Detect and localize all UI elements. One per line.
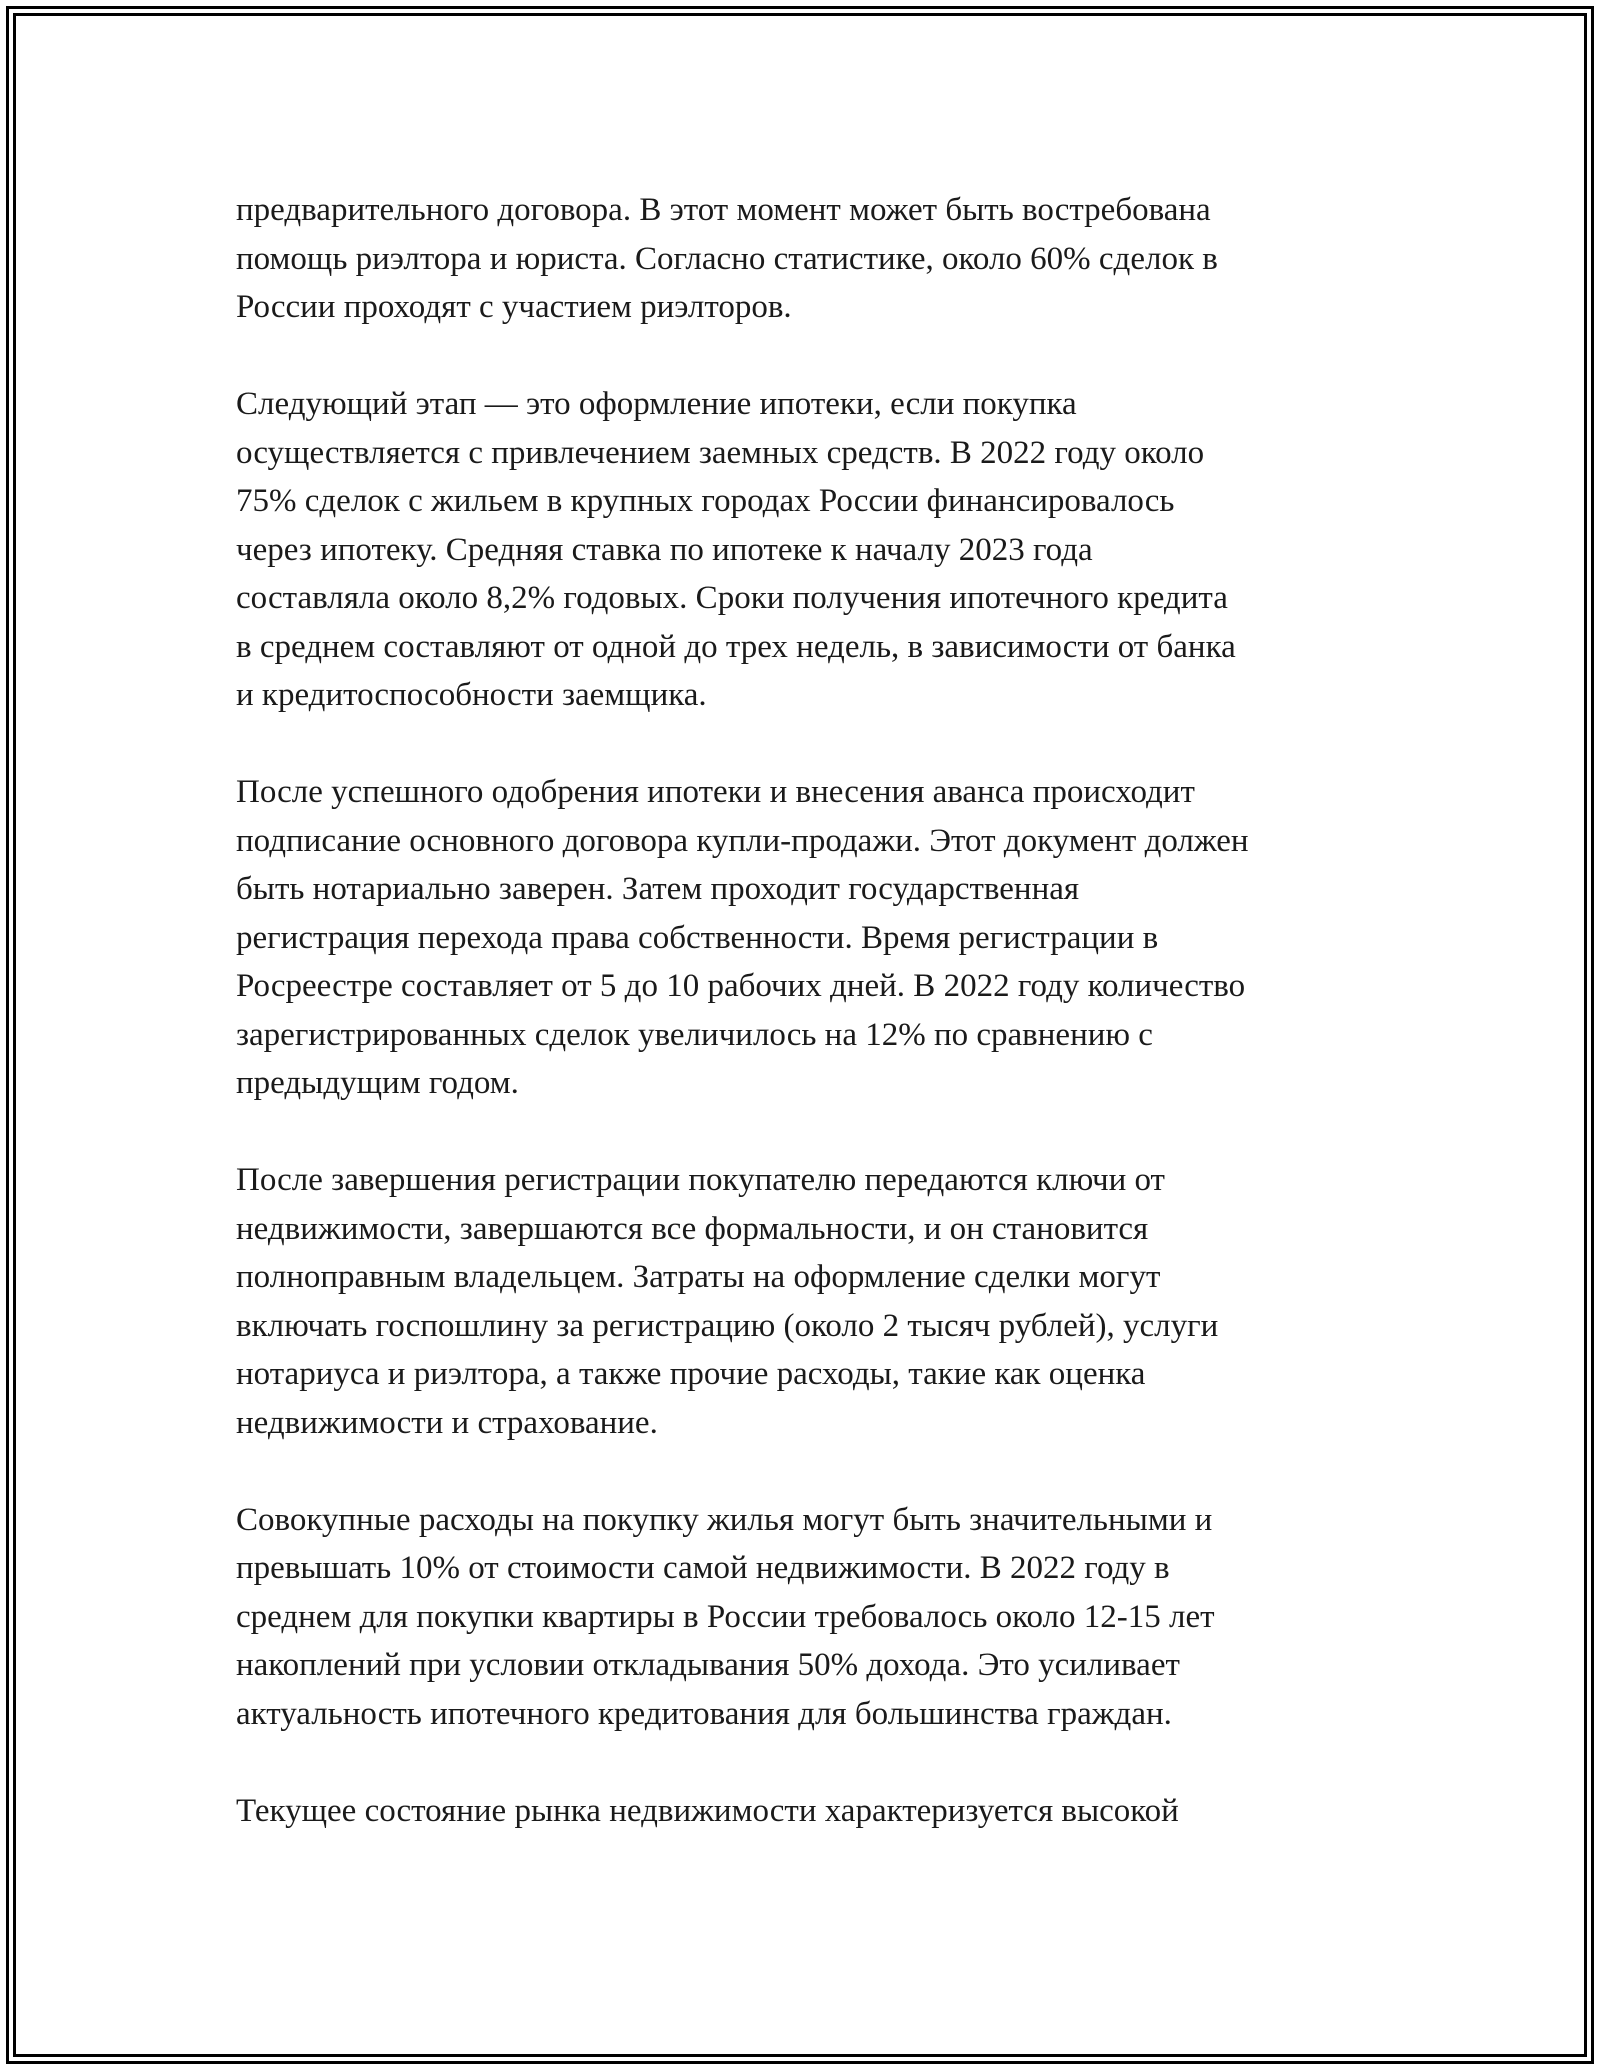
text-line: быть нотариально заверен. Затем проходит государственная (236, 871, 1080, 907)
paragraph (236, 1787, 1386, 1836)
text-line: Росреестре составляет от 5 до 10 рабочих дней. В 2022 году количество (236, 968, 1246, 1004)
text-line: Следующий этап — это оформление ипотеки, если покупка (236, 386, 1077, 422)
text-line: включать госпошлину за регистрацию (около 2 тысяч рублей), услуги (236, 1307, 1219, 1344)
text-line: предыдущим годом. (236, 1065, 519, 1101)
text-line: предварительного договора. В этот момент может быть востребована (236, 192, 1211, 228)
text-line: зарегистрированных сделок увеличилось на 12% по сравнению с (236, 1016, 1153, 1053)
text-line: недвижимости и страхование. (236, 1404, 658, 1441)
text-line: помощь риэлтора и юриста. Согласно статистике, около 60% сделок в (236, 240, 1218, 277)
text-line: 75% сделок с жильем в крупных городах России финансировалось (236, 483, 1175, 519)
text-line: среднем для покупки квартиры в России требовалось около 12-15 лет (236, 1598, 1215, 1635)
text-line: осуществляется с привлечением заемных средств. В 2022 году около (236, 434, 1205, 471)
text-line: подписание основного договора купли-продажи. Этот документ должен (236, 822, 1249, 859)
text-line: России проходят с участием риэлторов. (236, 289, 792, 325)
text-line: и кредитоспособности заемщика. (236, 677, 707, 713)
document-body (236, 186, 1386, 1884)
text-line: превышать 10% от стоимости самой недвижимости. В 2022 году в (236, 1550, 1170, 1586)
text-line: нотариуса и риэлтора, а также прочие расходы, такие как оценка (236, 1356, 1146, 1392)
text-line: недвижимости, завершаются все формальности, и он становится (236, 1210, 1149, 1247)
text-line: через ипотеку. Средняя ставка по ипотеке к началу 2023 года (236, 531, 1093, 568)
paragraph (236, 186, 1386, 332)
text-line: После завершения регистрации покупателю передаются ключи от (236, 1162, 1165, 1198)
paragraph (236, 380, 1386, 720)
text-line: в среднем составляют от одной до трех недель, в зависимости от банка (236, 628, 1236, 665)
paragraph (236, 768, 1386, 1108)
text-line: полноправным владельцем. Затраты на оформление сделки могут (236, 1259, 1161, 1295)
text-line: составляла около 8,2% годовых. Сроки получения ипотечного кредита (236, 580, 1228, 616)
paragraph (236, 1156, 1386, 1447)
paragraph (236, 1496, 1386, 1739)
text-line: актуальность ипотечного кредитования для большинства граждан. (236, 1695, 1172, 1732)
text-line: После успешного одобрения ипотеки и внесения аванса происходит (236, 774, 1195, 810)
text-line: регистрация перехода права собственности. Время регистрации в (236, 919, 1159, 956)
text-line: накоплений при условии откладывания 50% дохода. Это усиливает (236, 1647, 1180, 1683)
text-line: Совокупные расходы на покупку жилья могут быть значительными и (236, 1501, 1213, 1538)
text-line: Текущее состояние рынка недвижимости характеризуется высокой (236, 1792, 1179, 1829)
